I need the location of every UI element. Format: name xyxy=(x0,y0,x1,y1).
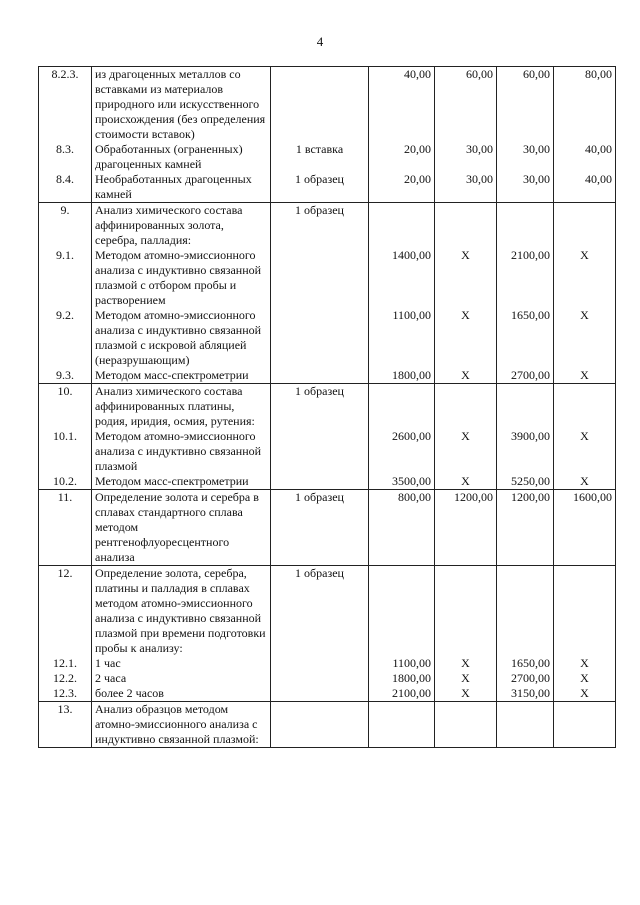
row-value-3: 1650,00 xyxy=(497,308,554,368)
row-name: Методом атомно-эмиссионного анализа с индуктивно связанной плазмой с искровой абляцией (неразрушающим) xyxy=(92,308,271,368)
row-name: 2 часа xyxy=(92,671,271,686)
row-value-4: Х xyxy=(554,686,616,702)
row-unit xyxy=(271,368,369,384)
row-number: 9.1. xyxy=(39,248,92,308)
table-row xyxy=(39,368,616,384)
row-value-3: 3150,00 xyxy=(497,686,554,702)
row-name: Определение золота, серебра, платины и палладия в сплавах методом атомно-эмиссионного анализа с индуктивно связанной плазмой при времени подготовки пробы к анализу: xyxy=(92,566,271,657)
row-name: Методом атомно-эмиссионного анализа с индуктивно связанной плазмой с отбором пробы и растворением xyxy=(92,248,271,308)
row-value-1: 2600,00 xyxy=(369,429,435,474)
row-value-1: 2100,00 xyxy=(369,686,435,702)
row-value-3: 2700,00 xyxy=(497,368,554,384)
table-row xyxy=(39,172,616,203)
row-value-2 xyxy=(435,566,497,657)
row-unit xyxy=(271,702,369,748)
row-value-4: 40,00 xyxy=(554,142,616,172)
row-unit xyxy=(271,429,369,474)
table-row xyxy=(39,474,616,490)
row-unit xyxy=(271,308,369,368)
row-value-4: Х xyxy=(554,368,616,384)
row-value-2: 30,00 xyxy=(435,142,497,172)
row-value-2 xyxy=(435,384,497,430)
row-value-4 xyxy=(554,566,616,657)
row-unit: 1 образец xyxy=(271,384,369,430)
table-row xyxy=(39,671,616,686)
row-unit xyxy=(271,67,369,143)
row-unit xyxy=(271,656,369,671)
row-value-1: 1400,00 xyxy=(369,248,435,308)
row-value-1: 40,00 xyxy=(369,67,435,143)
row-value-2: Х xyxy=(435,686,497,702)
row-value-4: Х xyxy=(554,656,616,671)
row-value-4 xyxy=(554,702,616,748)
row-name: Обработанных (ограненных) драгоценных камней xyxy=(92,142,271,172)
row-number: 8.3. xyxy=(39,142,92,172)
row-number: 10.1. xyxy=(39,429,92,474)
row-value-3 xyxy=(497,566,554,657)
row-name: 1 час xyxy=(92,656,271,671)
row-value-4: Х xyxy=(554,671,616,686)
row-value-1: 1800,00 xyxy=(369,671,435,686)
row-number: 10.2. xyxy=(39,474,92,490)
row-value-1 xyxy=(369,702,435,748)
page-number: 4 xyxy=(316,34,324,49)
row-name: Необработанных драгоценных камней xyxy=(92,172,271,203)
row-name: Методом атомно-эмиссионного анализа с индуктивно связанной плазмой xyxy=(92,429,271,474)
price-table xyxy=(38,66,616,748)
table-row xyxy=(39,702,616,748)
row-value-3: 30,00 xyxy=(497,172,554,203)
row-number: 8.2.3. xyxy=(39,67,92,143)
table-row xyxy=(39,656,616,671)
table-row xyxy=(39,308,616,368)
row-value-1 xyxy=(369,384,435,430)
row-value-1 xyxy=(369,203,435,249)
row-value-4: 1600,00 xyxy=(554,490,616,566)
row-number: 12. xyxy=(39,566,92,657)
row-name: Методом масс-спектрометрии xyxy=(92,368,271,384)
row-name: Определение золота и серебра в сплавах стандартного сплава методом рентгенофлуоресцентного анализа xyxy=(92,490,271,566)
row-number: 9. xyxy=(39,203,92,249)
row-number: 8.4. xyxy=(39,172,92,203)
row-number: 12.3. xyxy=(39,686,92,702)
row-value-1: 1100,00 xyxy=(369,656,435,671)
row-value-4: 40,00 xyxy=(554,172,616,203)
table-row xyxy=(39,67,616,143)
table-row xyxy=(39,203,616,249)
row-value-1: 20,00 xyxy=(369,172,435,203)
row-unit xyxy=(271,686,369,702)
row-unit xyxy=(271,474,369,490)
row-name: Методом масс-спектрометрии xyxy=(92,474,271,490)
table-row xyxy=(39,429,616,474)
row-value-2: 60,00 xyxy=(435,67,497,143)
table-row xyxy=(39,384,616,430)
row-value-3: 3900,00 xyxy=(497,429,554,474)
row-number: 9.2. xyxy=(39,308,92,368)
row-name: Анализ химического состава аффинированных золота, серебра, палладия: xyxy=(92,203,271,249)
row-value-3: 1650,00 xyxy=(497,656,554,671)
table-row xyxy=(39,490,616,566)
row-value-1: 3500,00 xyxy=(369,474,435,490)
row-unit: 1 вставка xyxy=(271,142,369,172)
row-unit xyxy=(271,248,369,308)
table-row xyxy=(39,566,616,657)
row-value-2: Х xyxy=(435,671,497,686)
row-unit: 1 образец xyxy=(271,203,369,249)
row-value-4: Х xyxy=(554,474,616,490)
row-value-2: Х xyxy=(435,429,497,474)
row-value-4 xyxy=(554,203,616,249)
row-value-2: Х xyxy=(435,368,497,384)
row-value-2: Х xyxy=(435,474,497,490)
row-value-2: Х xyxy=(435,308,497,368)
row-unit: 1 образец xyxy=(271,566,369,657)
row-value-1: 20,00 xyxy=(369,142,435,172)
row-number: 11. xyxy=(39,490,92,566)
row-name: Анализ химического состава аффинированных платины, родия, иридия, осмия, рутения: xyxy=(92,384,271,430)
row-unit xyxy=(271,671,369,686)
row-value-4: Х xyxy=(554,429,616,474)
row-value-2: 30,00 xyxy=(435,172,497,203)
row-value-1: 1800,00 xyxy=(369,368,435,384)
row-number: 13. xyxy=(39,702,92,748)
row-value-2: Х xyxy=(435,656,497,671)
row-unit: 1 образец xyxy=(271,172,369,203)
row-value-2 xyxy=(435,702,497,748)
row-value-3: 1200,00 xyxy=(497,490,554,566)
row-value-2: Х xyxy=(435,248,497,308)
row-name: более 2 часов xyxy=(92,686,271,702)
row-unit: 1 образец xyxy=(271,490,369,566)
row-number: 10. xyxy=(39,384,92,430)
row-value-3: 2100,00 xyxy=(497,248,554,308)
row-value-1 xyxy=(369,566,435,657)
row-value-1: 800,00 xyxy=(369,490,435,566)
row-value-4: Х xyxy=(554,248,616,308)
row-number: 9.3. xyxy=(39,368,92,384)
row-value-4: Х xyxy=(554,308,616,368)
row-value-2: 1200,00 xyxy=(435,490,497,566)
row-value-3: 5250,00 xyxy=(497,474,554,490)
table-row xyxy=(39,142,616,172)
row-value-3: 30,00 xyxy=(497,142,554,172)
row-number: 12.1. xyxy=(39,656,92,671)
row-value-1: 1100,00 xyxy=(369,308,435,368)
row-value-3 xyxy=(497,203,554,249)
row-value-4 xyxy=(554,384,616,430)
row-value-3: 60,00 xyxy=(497,67,554,143)
row-value-3 xyxy=(497,384,554,430)
table-row xyxy=(39,686,616,702)
row-value-3: 2700,00 xyxy=(497,671,554,686)
row-value-2 xyxy=(435,203,497,249)
row-name: из драгоценных металлов со вставками из материалов природного или искусственного происхождения (без определения стоимости вставок) xyxy=(92,67,271,143)
row-value-3 xyxy=(497,702,554,748)
row-number: 12.2. xyxy=(39,671,92,686)
table-row xyxy=(39,248,616,308)
row-value-4: 80,00 xyxy=(554,67,616,143)
row-name: Анализ образцов методом атомно-эмиссионного анализа с индуктивно связанной плазмой: xyxy=(92,702,271,748)
